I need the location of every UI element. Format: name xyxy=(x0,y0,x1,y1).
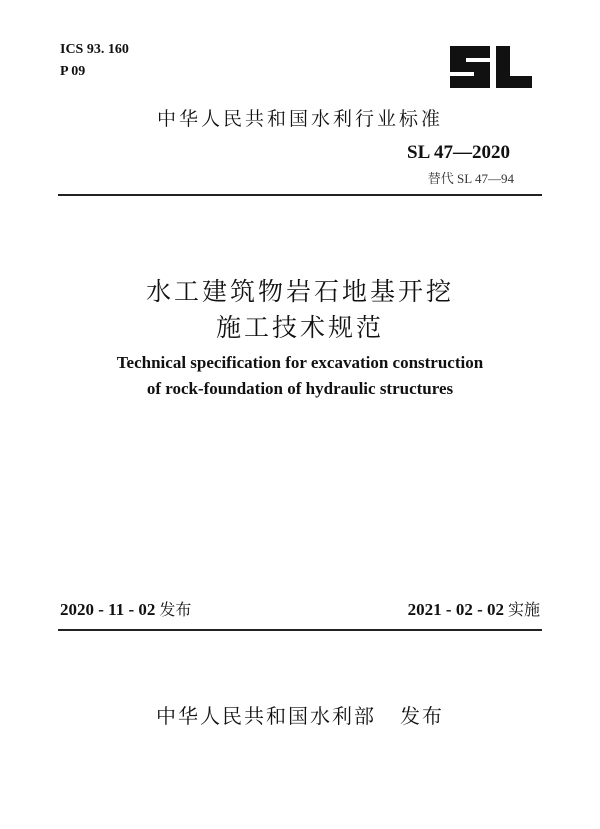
title-cn-line2: 施工技术规范 xyxy=(215,313,384,342)
industry-standard-heading: 中华人民共和国水利行业标准 xyxy=(156,108,443,130)
issue-date-value: 2020 - 11 - 02 xyxy=(60,600,156,619)
issue-date xyxy=(60,597,191,620)
top-divider xyxy=(58,194,542,196)
implement-label: 实施 xyxy=(507,600,540,619)
issuer-name: 中华人民共和国水利部 xyxy=(156,704,376,728)
standard-number: SL 47—2020 xyxy=(407,142,510,163)
bottom-divider xyxy=(58,629,542,631)
ccs-code: P 09 xyxy=(60,64,86,79)
implement-date xyxy=(408,597,540,620)
title-cn-line1: 水工建筑物岩石地基开挖 xyxy=(145,277,454,306)
sl-logo xyxy=(446,42,534,92)
implement-date-value: 2021 - 02 - 02 xyxy=(407,600,504,619)
title-en-line2: of rock-foundation of hydraulic structures xyxy=(146,379,454,398)
title-en-line1: Technical specification for excavation construction xyxy=(116,353,484,372)
replaces-standard: 替代 SL 47—94 xyxy=(427,171,514,186)
ics-code: ICS 93. 160 xyxy=(60,42,129,57)
issue-label: 发布 xyxy=(159,600,192,619)
issuer-action: 发布 xyxy=(400,704,444,728)
issuer xyxy=(0,700,600,729)
